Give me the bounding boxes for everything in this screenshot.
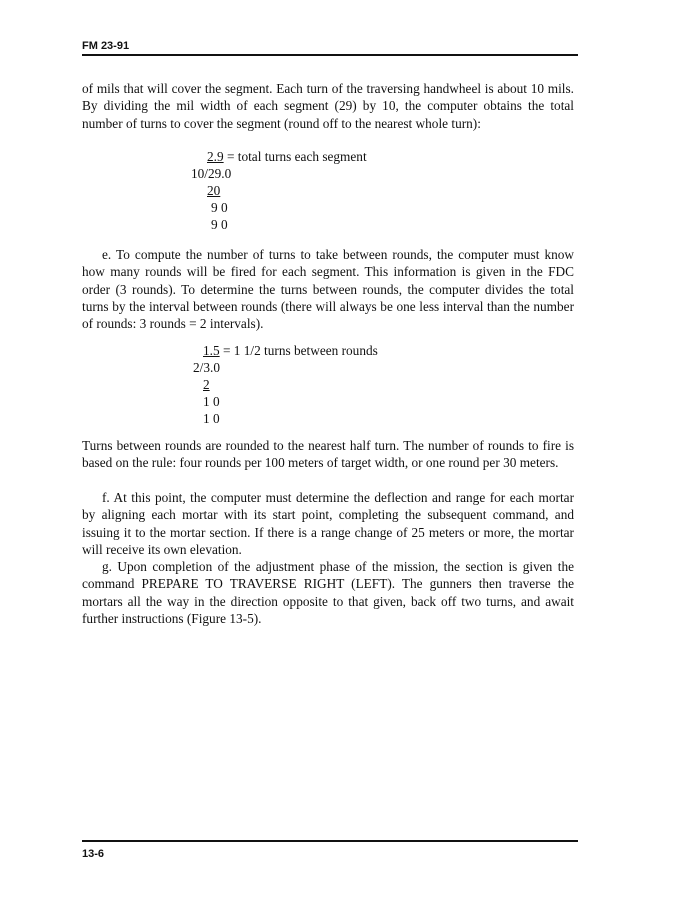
calc2-division: 2/3.0 [193,360,220,375]
page-header-title: FM 23-91 [82,40,130,52]
header-rule [82,54,578,56]
calc1-step1: 20 [207,183,221,198]
page-number: 13-6 [82,848,105,860]
calc2-quotient: 1.5 [203,343,220,358]
paragraph-e: e. To compute the number of turns to take between rounds, the computer must know how many rounds will be fired for each segment. This information is given in the FDC order (3 rounds). To determine the turns between rounds, the computer divides the total turns by the interval between rounds (there will always be one less interval than the number of rounds: 3 rounds = 2 intervals). [82,247,574,332]
paragraph-f: f. At this point, the computer must determine the deflection and range for each mortar by aligning each mortar with its start point, completing the subsequent command, and issuing it to the mortar section. If there is a range change of 25 meters or more, the mortar will receive its own elevation. [82,490,574,557]
paragraph-turns-between-rounds: Turns between rounds are rounded to the nearest half turn. The number of rounds to fire is based on the rule: four rounds per 100 meters of target width, or one round per 30 meters. [82,438,574,471]
calc2-quotient-line [203,342,378,359]
calc2-step2: 1 0 [203,394,220,409]
paragraph-g: g. Upon completion of the adjustment phase of the mission, the section is given the command PREPARE TO TRAVERSE RIGHT (LEFT). The gunners then traverse the mortars all the way in the direction opposite to that given, back off two turns, and await further instructions (Figure 13-5). [82,559,574,626]
footer-rule [82,840,578,842]
calc1-step2: 9 0 [211,200,228,215]
calc1-division: 10/29.0 [191,166,232,181]
calc1-quotient-line [207,148,367,165]
calc1-quotient: 2.9 [207,149,224,164]
calc1-step3: 9 0 [211,217,228,232]
calc2-step3: 1 0 [203,411,220,426]
calc2-quotient-label: = 1 1/2 turns between rounds [219,343,378,358]
calc1-quotient-label: = total turns each segment [223,149,367,164]
calc2-step1: 2 [203,377,210,392]
paragraph-continuation: of mils that will cover the segment. Each turn of the traversing handwheel is about 10 mils. By dividing the mil width of each segment (29) by 10, the computer obtains the total number of turns to cover the segment (round off to the nearest whole turn): [82,81,574,131]
